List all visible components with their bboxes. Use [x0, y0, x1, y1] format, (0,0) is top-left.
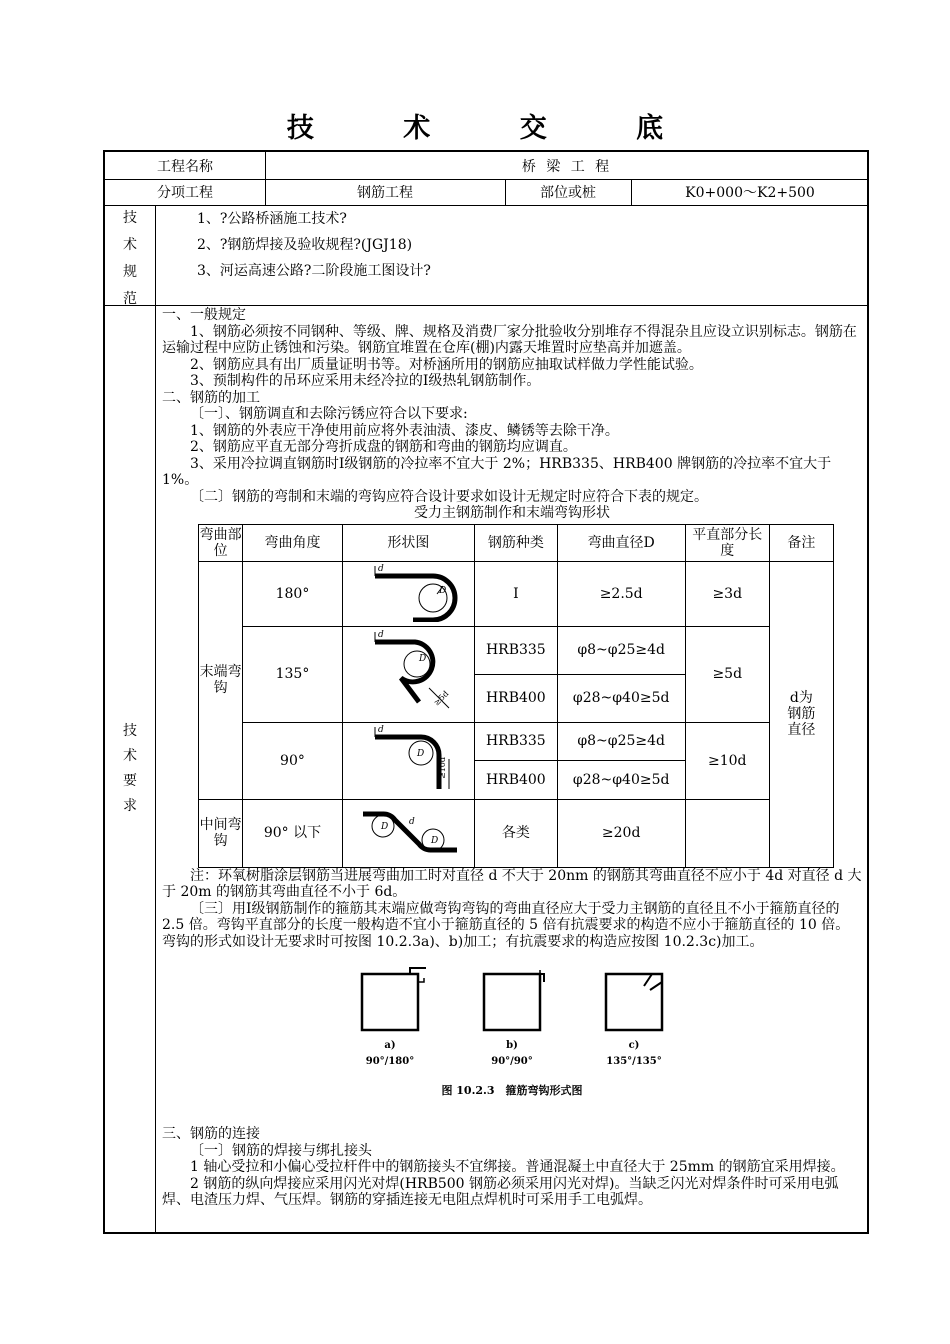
shape-180-figure — [342, 561, 474, 626]
table-header: 备注 — [769, 524, 833, 561]
project-name-value: 桥 梁 工 程 — [521, 158, 613, 175]
paragraph: 注：环氧树脂涂层钢筋当进展弯曲加工时对直径 d 不大于 20nm 的钢筋其弯曲直径不应小于 4d 对直径 d 大于 20m 的钢筋其弯曲直径不小于 6d。 — [162, 867, 862, 900]
table-header: 弯曲角度 — [243, 524, 342, 561]
hook-90-icon — [353, 723, 463, 795]
mid-hook-label: 中间弯钩 — [199, 799, 243, 867]
fig-a-sub: 90°/180° — [365, 1056, 415, 1067]
steel-type: 各类 — [475, 799, 557, 867]
straight-length: ≥5d — [685, 626, 769, 722]
svg-text:≥10d: ≥10d — [438, 756, 448, 779]
angle-cell: 90° 以下 — [243, 799, 342, 867]
bend-diameter: ≥2.5d — [557, 561, 685, 626]
paragraph: 2 钢筋的纵向焊接应采用闪光对焊(HRB500 钢筋必须采用闪光对焊)。当缺乏闪光对焊条件时可采用电弧焊、电渣压力焊、气压焊。钢筋的穿插连接无电阻点焊机时可采用手工电弧焊。 — [162, 1175, 839, 1208]
fig-a-label: a) — [384, 1040, 396, 1051]
table-header: 弯曲部位 — [199, 524, 243, 561]
bend-diameter: φ28~φ40≥5d — [557, 674, 685, 722]
straight-length: ≥10d — [685, 722, 769, 799]
disclosure-form — [103, 150, 869, 1234]
fig-b-sub: 90°/90° — [491, 1056, 533, 1067]
section-heading: 一、一般规定 — [162, 307, 246, 323]
table-title: 受力主钢筋制作和末端弯钩形状 — [414, 505, 610, 521]
svg-text:d: d — [378, 563, 385, 574]
end-hook-label: 末端弯钩 — [199, 561, 243, 799]
paragraph: 1 轴心受拉和小偏心受拉杆件中的钢筋接头不宜绑接。普通混凝土中直径大于 25mm 的钢筋宜采用焊接。 — [190, 1159, 845, 1175]
subsection-heading: 〔二〕钢筋的弯制和末端的弯钩应符合设计要求如设计无规定时应符合下表的规定。 — [190, 488, 708, 505]
paragraph: 2、钢筋应具有出厂质量证明书等。对桥涵所用的钢筋应抽取试样做力学性能试验。 — [190, 356, 703, 373]
svg-text:D: D — [381, 822, 389, 832]
svg-text:d: d — [378, 724, 385, 735]
spec-item: 2、?钢筋焊接及验收规程?(JGJ18) — [197, 237, 413, 253]
angle-cell: 180° — [243, 561, 342, 626]
steel-type: HRB335 — [475, 626, 557, 674]
location-value: K0+000～K2+500 — [685, 185, 815, 201]
paragraph: 3、预制构件的吊环应采用未经冷拉的Ⅰ级热轧钢筋制作。 — [190, 373, 541, 389]
bend-diameter: φ28~φ40≥5d — [557, 761, 685, 800]
shape-135-figure — [342, 626, 474, 722]
steel-type: HRB335 — [475, 722, 557, 761]
straight-length — [685, 799, 769, 867]
fig-c-label: c) — [628, 1040, 640, 1051]
spec-item: 3、河运高速公路?二阶段施工图设计? — [197, 263, 431, 279]
location-label: 部位或桩 — [540, 185, 596, 201]
table-header: 钢筋种类 — [475, 524, 557, 561]
requirements-content — [162, 307, 862, 1209]
steel-type: HRB400 — [475, 761, 557, 800]
angle-cell: 135° — [243, 626, 342, 722]
subsection-heading: 〔一〕钢筋的焊接与绑扎接头 — [190, 1142, 372, 1159]
hook-180-icon — [353, 562, 463, 622]
figure-caption: 图 10.2.3 箍筋弯钩形式图 — [441, 1084, 583, 1097]
section-heading: 二、钢筋的加工 — [162, 389, 260, 406]
svg-text:D: D — [419, 654, 427, 664]
page-title: 技 术 交 底 — [286, 113, 704, 144]
stirrup-figure — [162, 964, 862, 1104]
hook-135-icon — [353, 628, 463, 716]
bend-diameter: φ8~φ25≥4d — [557, 626, 685, 674]
specs-label: 技 术 规 范 — [123, 210, 137, 307]
stirrup-hook-diagram — [162, 964, 862, 1104]
note-cell: d为钢筋直径 — [769, 561, 833, 867]
svg-text:D: D — [417, 748, 425, 759]
bend-table — [198, 524, 834, 868]
paragraph: 3、采用冷拉调直钢筋时Ⅰ级钢筋的冷拉率不宜大于 2%；HRB335、HRB400 牌钢筋的冷拉率不宜大于 1%。 — [162, 455, 832, 488]
straight-length: ≥3d — [685, 561, 769, 626]
paragraph: 2、钢筋应平直无部分弯折成盘的钢筋和弯曲的钢筋均应调直。 — [190, 439, 577, 455]
steel-type: Ⅰ — [475, 561, 557, 626]
svg-text:d: d — [409, 817, 416, 827]
hook-middle-icon — [353, 800, 463, 862]
table-header: 平直部分长度 — [685, 524, 769, 561]
paragraph: 〔三〕用Ⅰ级钢筋制作的箍筋其末端应做弯钩弯钩的弯曲直径应大于受力主钢筋的直径且不小于箍筋直径的 2.5 倍。弯钩平直部分的长度一般构造不宜小于箍筋直径的 5 倍有抗震要求的构造不应小于箍筋直径的 10 倍。弯钩的形式如设计无要求时可按图 10.2.3a)、b)加工；有抗震要求的构造应按图 10.2.3c)加工。 — [162, 900, 850, 950]
sub-project-value: 钢筋工程 — [357, 185, 413, 201]
svg-text:D: D — [431, 836, 439, 846]
sub-project-label: 分项工程 — [157, 185, 213, 201]
shape-mid-figure — [342, 799, 474, 867]
shape-90-figure — [342, 722, 474, 799]
paragraph: 1、钢筋的外表应干净使用前应将外表油渍、漆皮、鳞锈等去除干净。 — [190, 422, 619, 439]
svg-text:d: d — [378, 630, 385, 640]
svg-text:≥5d: ≥5d — [432, 689, 451, 708]
table-header: 形状图 — [342, 524, 474, 561]
requirements-label: 技 术 要 求 — [123, 723, 137, 814]
angle-cell: 90° — [243, 722, 342, 799]
project-name-label: 工程名称 — [157, 158, 213, 175]
table-header: 弯曲直径D — [557, 524, 685, 561]
paragraph: 1、钢筋必须按不同钢种、等级、牌、规格及消费厂家分批验收分别堆存不得混杂且应设立识别标志。钢筋在运输过程中应防止锈蚀和污染。钢筋宜堆置在仓库(棚)内露天堆置时应垫高并加遮盖。 — [162, 323, 857, 356]
fig-c-sub: 135°/135° — [606, 1056, 662, 1067]
steel-type: HRB400 — [475, 674, 557, 722]
svg-text:D: D — [439, 585, 447, 596]
row-divider — [105, 305, 867, 306]
section-heading: 三、钢筋的连接 — [162, 1126, 260, 1142]
fig-b-label: b) — [506, 1040, 518, 1051]
bend-diameter: ≥20d — [557, 799, 685, 867]
bend-diameter: φ8~φ25≥4d — [557, 722, 685, 761]
col-divider — [155, 205, 156, 1234]
spec-item: 1、?公路桥涵施工技术? — [197, 211, 347, 227]
row-divider — [105, 205, 867, 206]
subsection-heading: 〔一〕、钢筋调直和去除污锈应符合以下要求: — [190, 406, 468, 422]
